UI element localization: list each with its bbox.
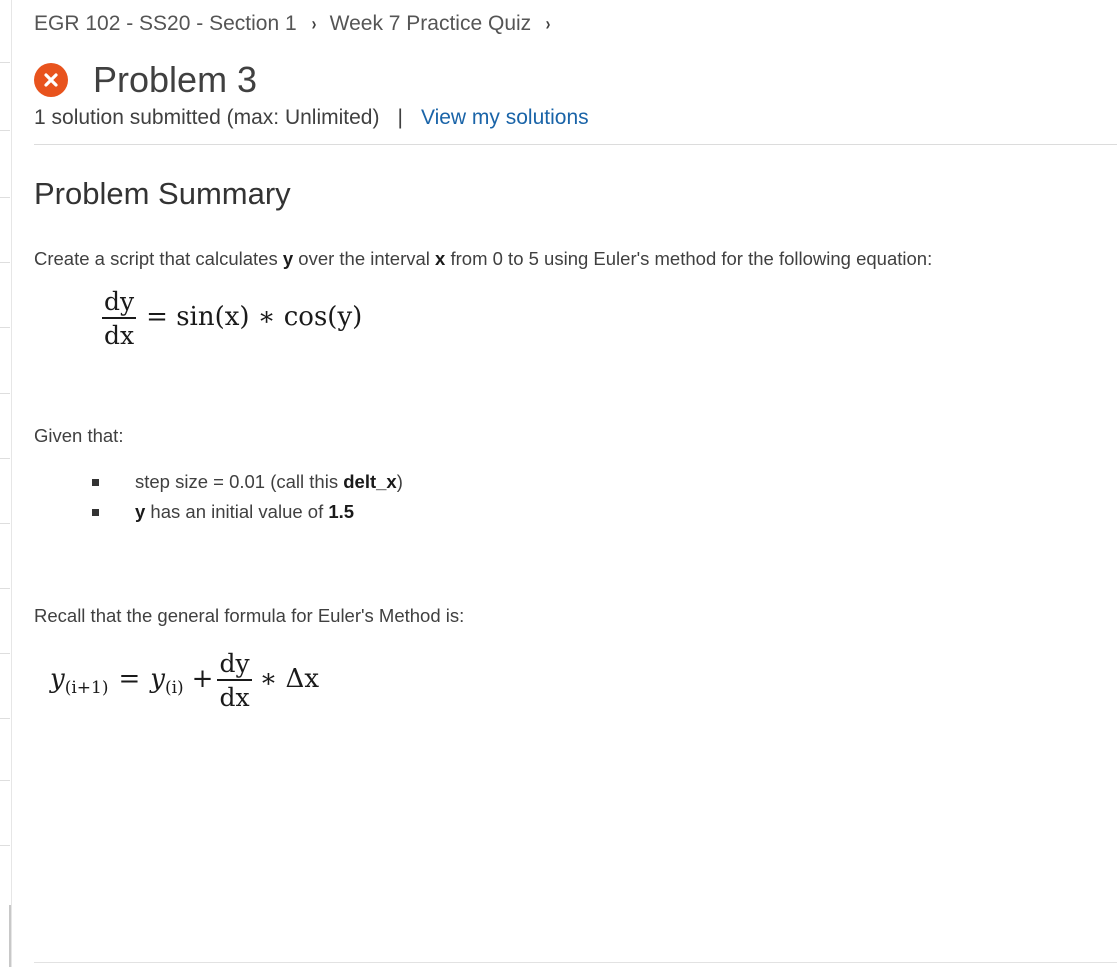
rail-divider [0, 780, 10, 781]
breadcrumb-separator-icon: › [311, 13, 317, 34]
rail-divider [0, 588, 10, 589]
fraction-denominator: dx [104, 320, 135, 350]
rail-divider [0, 523, 10, 524]
fraction-bar [217, 679, 251, 681]
breadcrumb-course-link[interactable]: EGR 102 - SS20 - Section 1 [34, 12, 297, 35]
formula-equals: = [118, 664, 141, 695]
breadcrumb-chevron-icon[interactable]: › [545, 13, 551, 34]
problem-title-row [34, 58, 257, 102]
rail-divider [0, 62, 10, 63]
rail-divider [0, 130, 10, 131]
variable-x: x [435, 248, 446, 269]
derivative-fraction [217, 650, 251, 711]
given-list [92, 468, 403, 528]
description-text: over the interval [293, 248, 436, 269]
bullet-icon [92, 509, 99, 516]
formula-plus: + [191, 664, 214, 695]
variable-y: y [282, 248, 294, 269]
formula-var: y [50, 664, 65, 695]
fraction-numerator: dy [104, 287, 135, 316]
euler-formula [50, 650, 319, 711]
rail-divider [0, 393, 10, 394]
rail-divider [0, 458, 10, 459]
pipe-divider: | [397, 106, 403, 129]
problem-description [34, 248, 932, 270]
problem-summary-heading: Problem Summary [34, 176, 291, 211]
given-bold: delt_x [343, 471, 397, 492]
list-item [92, 498, 403, 528]
bullet-icon [92, 479, 99, 486]
breadcrumb-quiz-link[interactable]: Week 7 Practice Quiz [329, 12, 532, 35]
rail-divider [0, 718, 10, 719]
formula-lhs [50, 664, 109, 699]
rail-divider [0, 262, 10, 263]
close-circle-icon [34, 63, 68, 97]
rail-divider [0, 197, 10, 198]
rail-divider [0, 653, 10, 654]
fraction-numerator: dy [219, 649, 250, 678]
list-item [92, 468, 403, 498]
scrollbar-thumb[interactable] [9, 905, 11, 967]
derivative-fraction [102, 288, 136, 349]
given-text: has an initial value of [145, 501, 329, 522]
rail-divider [0, 327, 10, 328]
given-bold-value: 1.5 [328, 501, 355, 522]
description-text: Create a script that calculates [34, 248, 283, 269]
fraction-denominator: dx [219, 682, 250, 712]
given-text-after: ) [396, 471, 403, 492]
submission-info-row [34, 106, 589, 130]
breadcrumb [34, 12, 564, 36]
formula-rhs-term [150, 664, 184, 699]
recall-text: Recall that the general formula for Euler's Method is: [34, 605, 465, 626]
footer-divider [34, 962, 1117, 963]
equation-rhs: = sin(x) ∗ cos(y) [146, 302, 363, 333]
description-text: from 0 to 5 using Euler's method for the following equation: [445, 248, 933, 269]
header-divider [34, 144, 1117, 145]
fraction-bar [102, 317, 136, 319]
formula-tail: ∗ Δx [259, 664, 319, 695]
rail-divider [0, 845, 10, 846]
differential-equation [102, 288, 362, 349]
given-label: Given that: [34, 425, 124, 446]
formula-var: y [150, 664, 165, 695]
submission-count: 1 solution submitted (max: Unlimited) [34, 106, 380, 129]
given-text: step size = 0.01 (call this [135, 471, 344, 492]
formula-subscript: (i) [164, 678, 184, 699]
view-my-solutions-link[interactable]: View my solutions [420, 106, 589, 129]
given-bold-variable: y [135, 501, 146, 522]
formula-subscript: (i+1) [64, 678, 109, 699]
page-title: Problem 3 [93, 59, 258, 100]
left-rail [0, 0, 12, 967]
